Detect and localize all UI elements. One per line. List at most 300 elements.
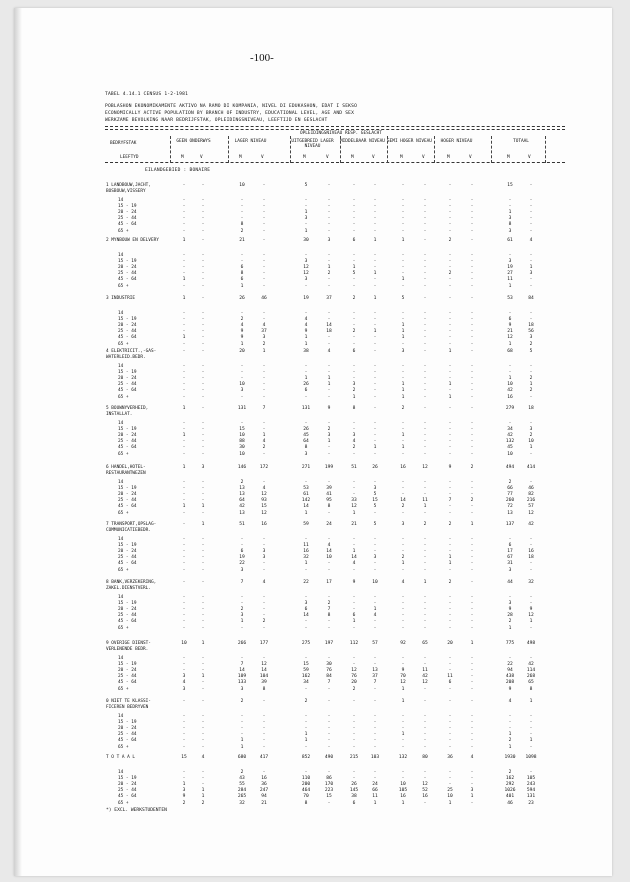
table-cell: 1 — [373, 296, 377, 301]
table-cell: - — [201, 311, 205, 316]
age-label: 14 — [118, 421, 124, 426]
age-label: 45 - 64 — [118, 277, 137, 283]
table-cell: - — [448, 699, 452, 704]
table-cell: 137 — [505, 522, 515, 527]
table-cell: 45 — [507, 445, 513, 451]
table-cell: 51 — [239, 522, 245, 527]
table-cell: - — [470, 451, 474, 457]
table-cell: - — [373, 311, 377, 316]
table-cell: - — [352, 595, 356, 600]
table-cell: - — [373, 228, 377, 234]
table-cell: 10 — [372, 580, 378, 585]
table-cell: - — [327, 720, 331, 726]
table-cell: - — [352, 744, 356, 750]
table-cell: 268 — [526, 674, 536, 680]
table-cell: - — [327, 341, 331, 347]
age-label: 14 — [118, 364, 124, 369]
table-cell: - — [182, 364, 186, 369]
table-cell: - — [423, 388, 427, 394]
section-label: 6 HANDEL,HOTEL- RESTAURANTWEZEN — [106, 465, 146, 476]
table-cell: 2 — [529, 433, 533, 439]
table-cell: - — [373, 210, 377, 216]
table-cell: 11 — [422, 498, 428, 504]
age-label: 14 — [118, 480, 124, 485]
table-cell: - — [182, 726, 186, 732]
table-cell: - — [327, 445, 331, 451]
age-label: 45 - 64 — [118, 222, 137, 228]
table-cell: - — [508, 537, 512, 542]
table-cell: - — [373, 714, 377, 719]
age-label: 25 - 44 — [118, 498, 137, 504]
table-cell: - — [529, 595, 533, 600]
table-cell: - — [262, 770, 266, 775]
table-cell: 22 — [507, 662, 513, 668]
table-cell: - — [182, 283, 186, 289]
table-cell: 2 — [262, 619, 266, 625]
title-line: ECONOMICALLY ACTIVE POPULATION BY BRANCH OF INDUSTRY, EDUCATIONAL LEVEL, AGE AND SEX — [105, 111, 355, 116]
table-cell: - — [262, 228, 266, 234]
table-cell: - — [448, 543, 452, 549]
table-cell: - — [423, 349, 427, 354]
table-cell: - — [448, 216, 452, 222]
table-cell: - — [470, 238, 474, 243]
table-cell: - — [201, 595, 205, 600]
table-cell: - — [304, 686, 308, 692]
table-cell: 8 — [529, 686, 533, 692]
table-cell: 9 — [508, 686, 512, 692]
table-cell: 31 — [507, 561, 513, 567]
table-cell: - — [423, 376, 427, 382]
table-cell: 1 — [448, 349, 452, 354]
table-cell: 8 — [240, 222, 244, 228]
table-cell: - — [327, 216, 331, 222]
age-label: 65 + — [118, 686, 129, 692]
table-cell: - — [262, 216, 266, 222]
table-cell: - — [182, 561, 186, 567]
table-cell: - — [373, 335, 377, 341]
table-cell: - — [262, 613, 266, 619]
table-cell: - — [182, 311, 186, 316]
table-cell: 2 — [352, 296, 356, 301]
table-cell: - — [201, 323, 205, 329]
table-cell: - — [401, 439, 405, 445]
table-cell: - — [423, 486, 427, 492]
table-cell: - — [352, 364, 356, 369]
table-cell: - — [470, 439, 474, 445]
table-cell: 1 — [327, 439, 331, 445]
table-cell: - — [182, 770, 186, 775]
age-label: 25 - 44 — [118, 216, 137, 222]
table-cell: 9 — [508, 607, 512, 613]
table-cell: 1 — [182, 296, 186, 301]
header-sex-m: M — [400, 155, 403, 160]
table-cell: - — [470, 253, 474, 258]
table-cell: 19 — [303, 296, 309, 301]
table-cell: - — [470, 296, 474, 301]
table-cell: 2 — [529, 341, 533, 347]
table-cell: 2 — [529, 388, 533, 394]
table-cell: - — [352, 216, 356, 222]
table-cell: - — [182, 549, 186, 555]
table-cell: - — [327, 204, 331, 210]
table-cell: - — [352, 210, 356, 216]
table-cell: 3 — [352, 382, 356, 388]
table-cell: - — [201, 732, 205, 738]
table-cell: 490 — [324, 755, 334, 760]
table-cell: - — [201, 486, 205, 492]
table-cell: - — [401, 283, 405, 289]
age-label: 15 - 19 — [118, 259, 137, 265]
table-cell: 10 — [507, 382, 513, 388]
table-cell: 92 — [400, 641, 406, 646]
table-cell: - — [182, 744, 186, 750]
table-cell: - — [401, 341, 405, 347]
table-cell: - — [470, 625, 474, 631]
age-label: 20 - 24 — [118, 433, 137, 439]
table-cell: - — [529, 421, 533, 426]
table-cell: 4 — [373, 613, 377, 619]
table-cell: - — [401, 364, 405, 369]
table-cell: - — [423, 738, 427, 744]
table-cell: - — [373, 204, 377, 210]
table-cell: 7 — [373, 680, 377, 686]
table-cell: - — [373, 253, 377, 258]
table-cell: 14 — [303, 613, 309, 619]
table-cell: 9 — [327, 406, 331, 411]
table-cell: 2 — [240, 770, 244, 775]
age-label: 15 - 19 — [118, 204, 137, 210]
table-cell: 4 — [182, 680, 186, 686]
table-cell: - — [352, 323, 356, 329]
table-cell: 1930 — [504, 755, 516, 760]
table-cell: - — [182, 625, 186, 631]
table-cell: 3 — [304, 451, 308, 457]
table-cell: - — [423, 370, 427, 376]
table-cell: 2 — [448, 580, 452, 585]
column-separator — [170, 136, 171, 163]
table-cell: 12 — [507, 335, 513, 341]
table-cell: 6 — [304, 607, 308, 613]
table-cell: 21 — [351, 522, 357, 527]
table-cell: - — [470, 329, 474, 335]
table-cell: - — [304, 204, 308, 210]
table-cell: - — [448, 421, 452, 426]
table-cell: - — [401, 625, 405, 631]
table-cell: 1 — [352, 619, 356, 625]
table-cell: - — [423, 607, 427, 613]
header-sex-m: M — [447, 155, 450, 160]
table-cell: 1 — [304, 210, 308, 216]
table-cell: 3 — [401, 349, 405, 354]
header-sex-v: V — [372, 155, 375, 160]
header-column-4: MIDDELBAAR NIVEAU — [340, 139, 385, 144]
table-cell: - — [240, 259, 244, 265]
table-cell: 26 — [303, 382, 309, 388]
table-cell: 76 — [326, 668, 332, 674]
table-cell: - — [201, 341, 205, 347]
table-cell: 44 — [507, 580, 513, 585]
table-cell: - — [201, 601, 205, 607]
table-cell: - — [448, 744, 452, 750]
table-cell: - — [470, 668, 474, 674]
table-cell: - — [448, 656, 452, 661]
age-label: 14 — [118, 198, 124, 203]
table-cell: 57 — [528, 504, 534, 510]
age-label: 25 - 44 — [118, 788, 137, 794]
age-label: 45 - 64 — [118, 445, 137, 451]
table-cell: - — [182, 607, 186, 613]
table-cell: - — [401, 656, 405, 661]
table-cell: - — [401, 726, 405, 732]
table-cell: 3 — [508, 216, 512, 222]
table-cell: 12 — [303, 271, 309, 277]
age-label: 65 + — [118, 394, 129, 400]
table-cell: - — [448, 726, 452, 732]
table-cell: - — [373, 776, 377, 782]
age-label: 45 - 64 — [118, 680, 137, 686]
table-cell: - — [423, 427, 427, 433]
table-cell: - — [352, 204, 356, 210]
table-cell: 2 — [327, 271, 331, 277]
table-cell: 145 — [349, 788, 359, 794]
table-cell: 9 — [240, 329, 244, 335]
table-cell: - — [240, 625, 244, 631]
table-cell: - — [423, 686, 427, 692]
table-cell: 104 — [259, 674, 269, 680]
table-cell: - — [373, 738, 377, 744]
table-cell: 3 — [262, 335, 266, 341]
table-cell: 1 — [401, 699, 405, 704]
table-cell: - — [373, 510, 377, 516]
table-cell: - — [448, 210, 452, 216]
table-cell: 1 — [401, 800, 405, 806]
table-cell: - — [182, 720, 186, 726]
table-cell: - — [470, 744, 474, 750]
table-cell: - — [448, 253, 452, 258]
table-cell: - — [470, 726, 474, 732]
table-cell: - — [529, 210, 533, 216]
table-cell: - — [201, 537, 205, 542]
table-cell: - — [401, 543, 405, 549]
table-cell: 26 — [372, 465, 378, 470]
table-cell: - — [508, 726, 512, 732]
table-cell: - — [262, 222, 266, 228]
table-cell: - — [304, 656, 308, 661]
table-cell: 7 — [327, 607, 331, 613]
table-cell: 1 — [470, 641, 474, 646]
table-cell: 61 — [303, 492, 309, 498]
table-cell: - — [262, 370, 266, 376]
table-cell: - — [529, 656, 533, 661]
table-cell: 1 — [304, 738, 308, 744]
title-line: POBLASHON EKONOMIKAMENTE AKTIVO NA RAMO DI KOMPANIA, NIVEL DI EDUKASHON, EDAT I SEKSO — [105, 104, 358, 109]
table-cell: 12 — [351, 668, 357, 674]
table-cell: 9 — [352, 580, 356, 585]
table-cell: 1 — [401, 732, 405, 738]
table-cell: - — [448, 445, 452, 451]
table-cell: - — [423, 265, 427, 271]
table-cell: - — [352, 770, 356, 775]
table-cell: - — [401, 198, 405, 203]
table-cell: - — [423, 311, 427, 316]
table-cell: - — [201, 720, 205, 726]
table-cell: - — [423, 543, 427, 549]
header-sex-v: V — [469, 155, 472, 160]
age-label: 14 — [118, 311, 124, 316]
table-cell: 14 — [239, 668, 245, 674]
table-cell: - — [352, 567, 356, 573]
footnote: *) EXCL. WERKSTUDENTEN — [106, 808, 167, 813]
table-cell: - — [182, 329, 186, 335]
header-sex-m: M — [303, 155, 306, 160]
table-cell: 7 — [448, 498, 452, 504]
table-cell: 1 — [448, 382, 452, 388]
table-cell: - — [423, 382, 427, 388]
table-cell: 1 — [401, 388, 405, 394]
table-cell: 2 — [508, 770, 512, 775]
table-cell: - — [373, 341, 377, 347]
table-cell: 172 — [259, 465, 269, 470]
table-cell: - — [470, 198, 474, 203]
table-cell: - — [373, 323, 377, 329]
table-cell: 3 — [240, 686, 244, 692]
table-cell: 22 — [239, 561, 245, 567]
table-cell: 2 — [262, 341, 266, 347]
table-cell: - — [262, 744, 266, 750]
table-cell: 16 — [261, 776, 267, 782]
table-cell: - — [182, 317, 186, 323]
table-cell: 12 — [351, 504, 357, 510]
table-cell: 2 — [352, 388, 356, 394]
table-cell: 24 — [326, 522, 332, 527]
table-cell: 4 — [201, 755, 205, 760]
table-cell: 26 — [239, 296, 245, 301]
table-cell: - — [401, 271, 405, 277]
table-cell: 1 — [304, 376, 308, 382]
table-cell: 464 — [301, 788, 311, 794]
table-cell: - — [401, 311, 405, 316]
table-cell: - — [401, 480, 405, 485]
table-cell: - — [304, 394, 308, 400]
table-cell: - — [470, 341, 474, 347]
table-cell: 1 — [240, 619, 244, 625]
table-cell: 10 — [507, 451, 513, 457]
table-cell: - — [508, 656, 512, 661]
table-cell: 9 — [529, 607, 533, 613]
table-cell: 12 — [422, 465, 428, 470]
table-cell: 95 — [326, 498, 332, 504]
table-cell: 1 — [401, 382, 405, 388]
table-cell: 9 — [304, 329, 308, 335]
age-label: 15 - 19 — [118, 662, 137, 668]
table-cell: - — [423, 204, 427, 210]
table-cell: - — [448, 388, 452, 394]
table-cell: 8 — [240, 271, 244, 277]
table-cell: 65 — [422, 641, 428, 646]
table-cell: - — [470, 228, 474, 234]
table-cell: - — [423, 549, 427, 555]
table-cell: 53 — [303, 486, 309, 492]
table-cell: - — [373, 394, 377, 400]
table-cell: - — [201, 699, 205, 704]
table-cell: 17 — [507, 549, 513, 555]
table-cell: - — [401, 549, 405, 555]
table-cell: 11 — [507, 277, 513, 283]
table-cell: - — [240, 364, 244, 369]
table-cell: - — [373, 382, 377, 388]
table-cell: - — [304, 714, 308, 719]
table-cell: - — [304, 222, 308, 228]
table-cell: 16 — [528, 549, 534, 555]
table-cell: 42 — [507, 433, 513, 439]
table-cell: - — [327, 451, 331, 457]
table-cell: - — [201, 265, 205, 271]
table-cell: - — [470, 265, 474, 271]
column-separator — [434, 136, 435, 163]
table-cell: - — [448, 433, 452, 439]
table-cell: 68 — [507, 349, 513, 354]
table-cell: - — [201, 421, 205, 426]
age-label: 15 - 19 — [118, 317, 137, 323]
header-column-2: LAGER NIVEAU — [234, 139, 267, 144]
table-cell: 223 — [324, 788, 334, 794]
age-label: 14 — [118, 537, 124, 542]
title-line: WERKZAME BEVOLKING NAAR BEDRIJFSTAK, OPLEIDINGSNIVEAU, LEEFTIJD EN GESLACHT — [105, 118, 328, 123]
table-cell: 30 — [239, 445, 245, 451]
age-label: 20 - 24 — [118, 265, 137, 271]
table-cell: 26 — [351, 782, 357, 788]
table-cell: - — [373, 388, 377, 394]
table-cell: - — [262, 699, 266, 704]
table-cell: 53 — [507, 296, 513, 301]
table-cell: 1 — [373, 271, 377, 277]
table-cell: 36 — [261, 782, 267, 788]
table-cell: 132 — [398, 755, 408, 760]
table-cell: 12 — [422, 782, 428, 788]
table-cell: 2 — [240, 607, 244, 613]
table-cell: - — [352, 720, 356, 726]
table-cell: - — [529, 720, 533, 726]
table-cell: - — [373, 427, 377, 433]
table-cell: - — [262, 382, 266, 388]
table-cell: - — [262, 451, 266, 457]
age-label: 20 - 24 — [118, 210, 137, 216]
table-cell: 2 — [401, 406, 405, 411]
age-label: 65 + — [118, 228, 129, 234]
table-cell: 3 — [327, 238, 331, 243]
table-cell: - — [201, 376, 205, 382]
table-cell: - — [201, 183, 205, 188]
table-cell: - — [201, 228, 205, 234]
table-cell: - — [373, 537, 377, 542]
table-cell: - — [352, 625, 356, 631]
age-label: 45 - 64 — [118, 504, 137, 510]
table-cell: 131 — [301, 406, 311, 411]
table-cell: - — [201, 543, 205, 549]
table-cell: - — [470, 674, 474, 680]
table-cell: 414 — [526, 465, 536, 470]
table-cell: 6 — [304, 388, 308, 394]
table-cell: 1 — [182, 504, 186, 510]
table-cell: 19 — [507, 265, 513, 271]
table-cell: - — [327, 567, 331, 573]
table-cell: - — [182, 376, 186, 382]
table-cell: 4 — [262, 486, 266, 492]
table-cell: 170 — [324, 782, 334, 788]
table-cell: - — [529, 561, 533, 567]
table-cell: - — [508, 198, 512, 203]
table-cell: 38 — [303, 349, 309, 354]
